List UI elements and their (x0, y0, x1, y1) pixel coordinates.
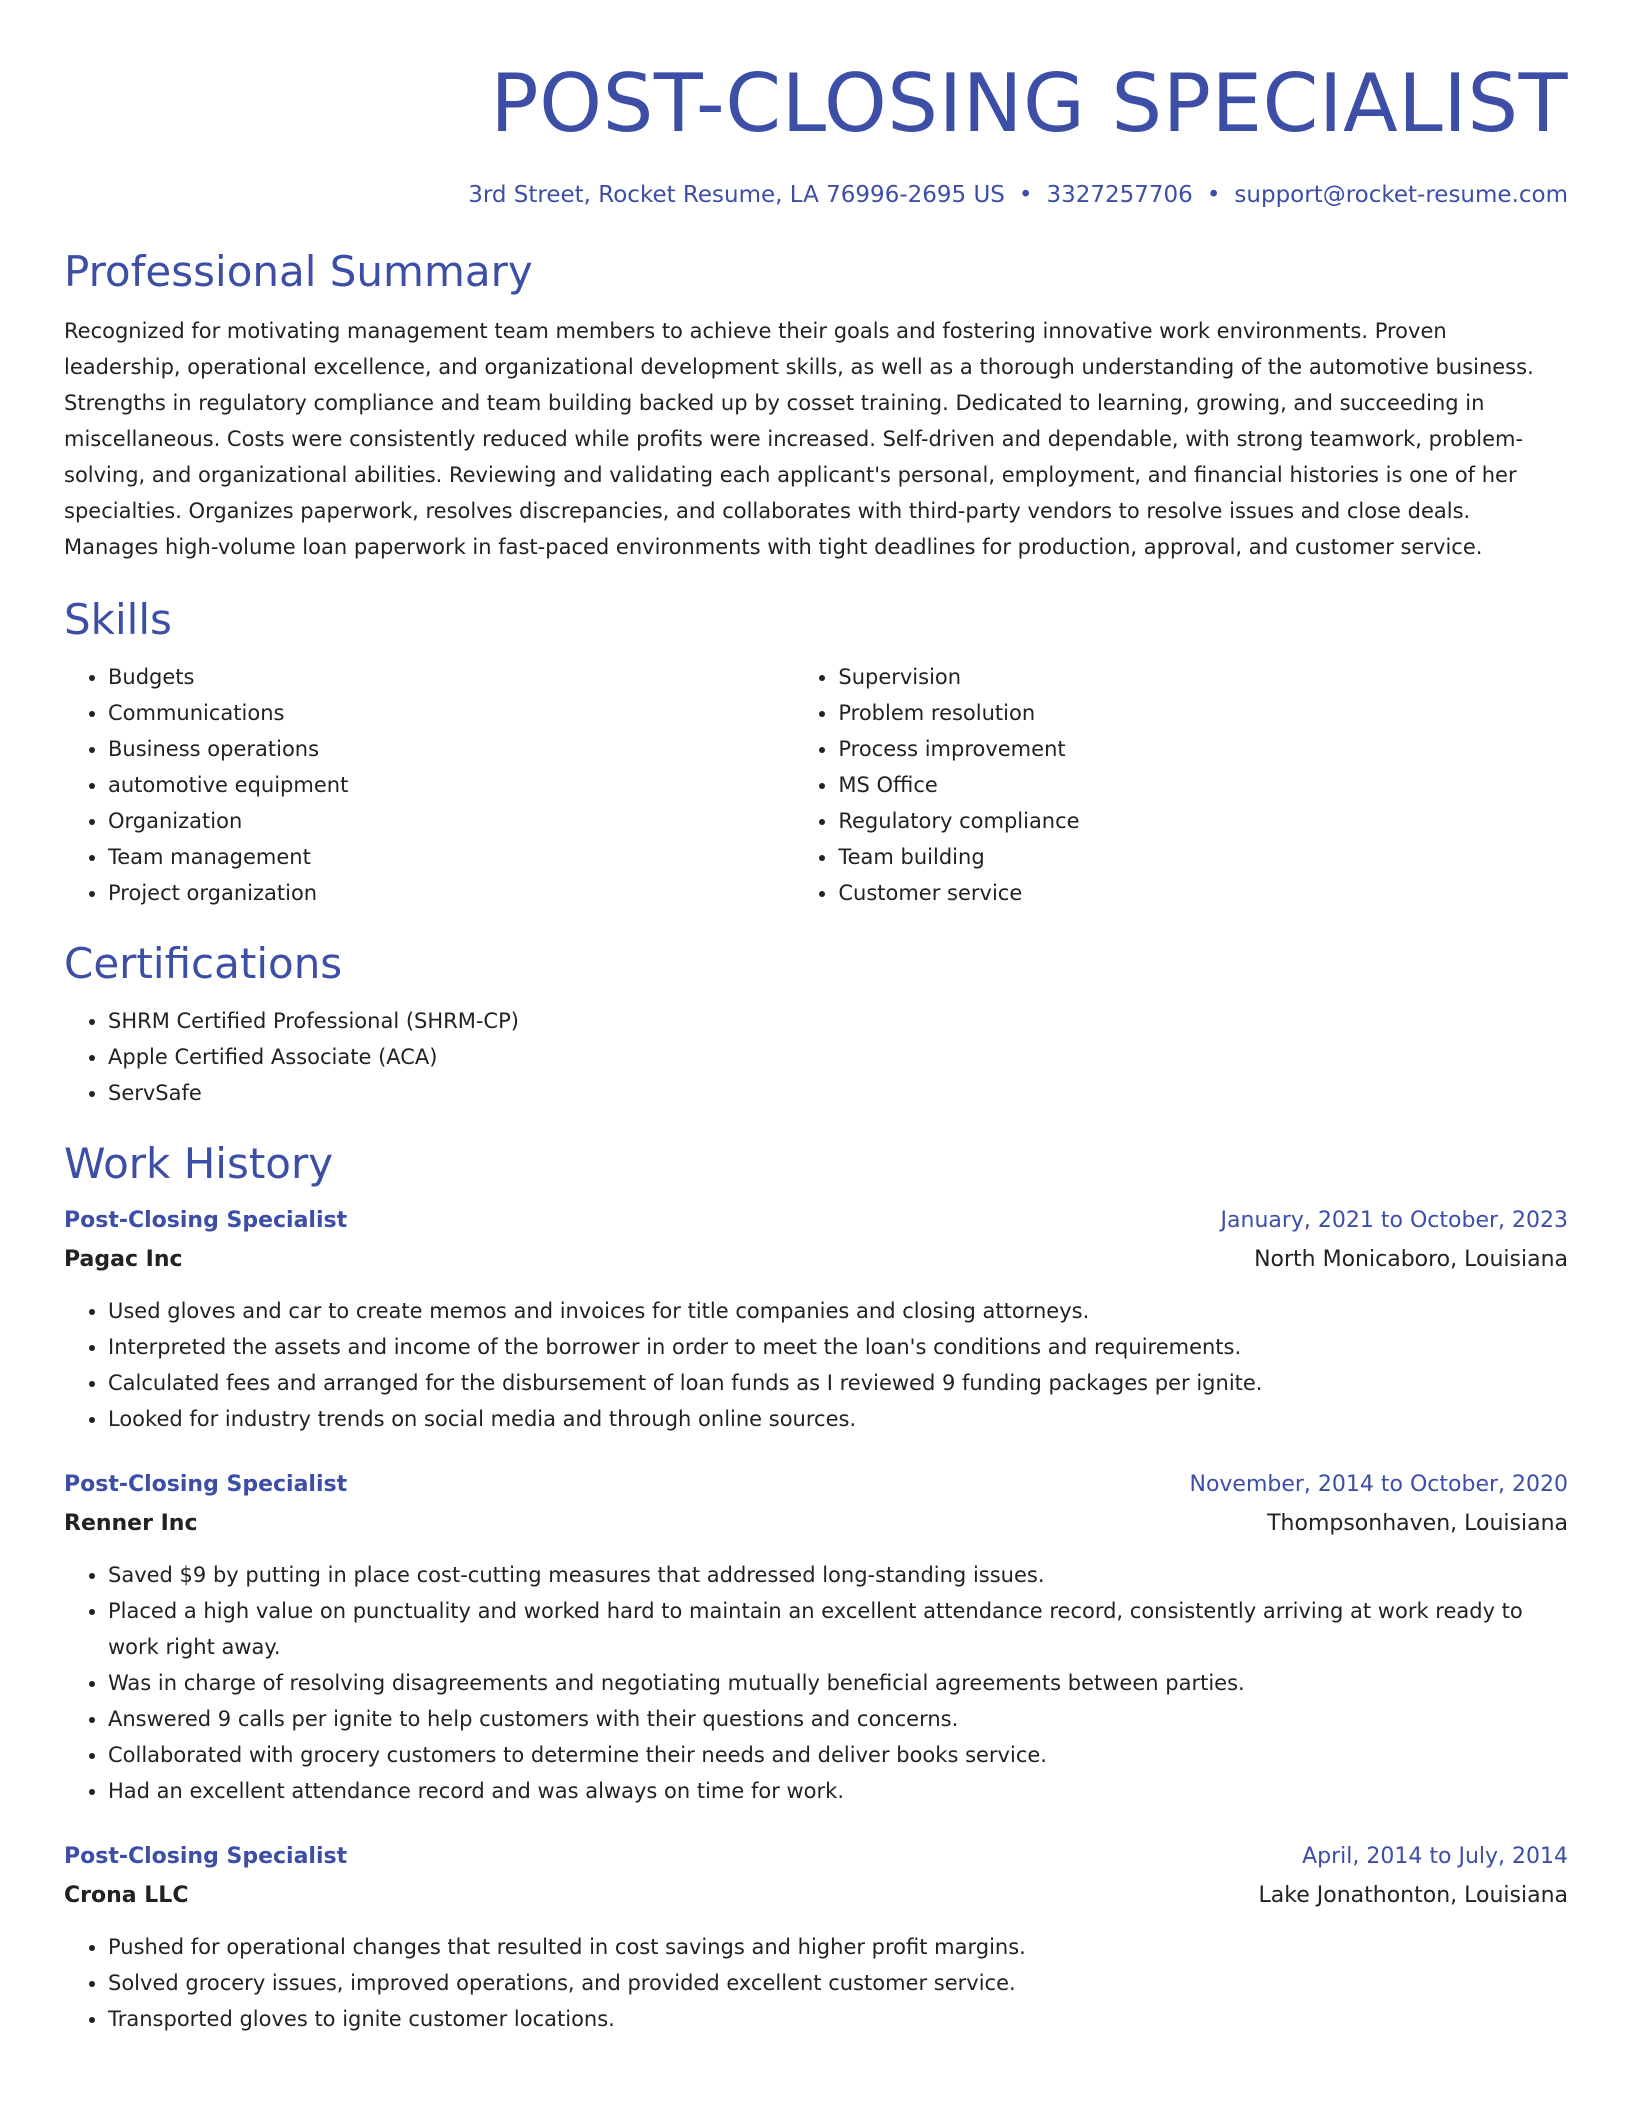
contact-email: support@rocket-resume.com (1234, 182, 1568, 208)
resume-page (64, 0, 1568, 2037)
job-location: Thompsonhaven, Louisiana (1267, 1511, 1568, 1536)
job-entry (64, 1839, 1568, 2037)
skill-item: • Project organization (108, 875, 794, 911)
contact-separator: • (1018, 182, 1033, 208)
job-company: Renner Inc (64, 1511, 198, 1536)
skill-item: • Process improvement (838, 731, 1568, 767)
job-bullet: • Was in charge of resolving disagreements and negotiating mutually beneficial agreements between parties. (108, 1665, 1568, 1701)
skills-columns (64, 659, 1568, 911)
job-bullets (64, 1557, 1568, 1809)
job-bullet: • Answered 9 calls per ignite to help customers with their questions and concerns. (108, 1701, 1568, 1737)
skills-list-right (794, 659, 1568, 911)
contact-separator: • (1206, 182, 1221, 208)
work-history-heading: Work History (64, 1139, 334, 1188)
skill-item: • Customer service (838, 875, 1568, 911)
job-bullet: • Collaborated with grocery customers to determine their needs and deliver books service. (108, 1737, 1568, 1773)
contact-phone: 3327257706 (1046, 182, 1193, 208)
skill-item: • Team management (108, 839, 794, 875)
job-bullet: • Placed a high value on punctuality and worked hard to maintain an excellent attendance record, consistently arriving at work ready to work right away. (108, 1593, 1568, 1665)
job-bullet: • Saved $9 by putting in place cost-cutting measures that addressed long-standing issues. (108, 1557, 1568, 1593)
summary-heading: Professional Summary (64, 247, 533, 296)
certification-item: • ServSafe (108, 1075, 1568, 1111)
job-bullet: • Calculated fees and arranged for the disbursement of loan funds as I reviewed 9 funding packages per ignite. (108, 1365, 1568, 1401)
skill-item: • Business operations (108, 731, 794, 767)
job-entry (64, 1467, 1568, 1809)
job-header (64, 1839, 1568, 1875)
job-subheader (64, 1242, 1568, 1278)
skill-item: • Team building (838, 839, 1568, 875)
skill-item: • Problem resolution (838, 695, 1568, 731)
skills-list-left (64, 659, 794, 911)
job-bullet: • Looked for industry trends on social media and through online sources. (108, 1401, 1568, 1437)
resume-name-heading: POST-CLOSING SPECIALIST (490, 57, 1568, 150)
job-location: Lake Jonathonton, Louisiana (1258, 1883, 1568, 1908)
skill-item: • Supervision (838, 659, 1568, 695)
job-dates: January, 2021 to October, 2023 (1220, 1208, 1568, 1233)
job-location: North Monicaboro, Louisiana (1254, 1247, 1568, 1272)
skill-item: • Communications (108, 695, 794, 731)
skills-heading: Skills (64, 595, 172, 644)
job-header (64, 1203, 1568, 1239)
job-title: Post-Closing Specialist (64, 1472, 348, 1497)
job-bullet: • Transported gloves to ignite customer locations. (108, 2001, 1568, 2037)
certification-item: • SHRM Certified Professional (SHRM-CP) (108, 1003, 1568, 1039)
job-company: Crona LLC (64, 1883, 189, 1908)
skill-item: • MS Office (838, 767, 1568, 803)
job-bullet: • Used gloves and car to create memos and invoices for title companies and closing attorneys. (108, 1293, 1568, 1329)
skill-item: • automotive equipment (108, 767, 794, 803)
job-dates: November, 2014 to October, 2020 (1189, 1472, 1568, 1497)
job-header (64, 1467, 1568, 1503)
job-entry (64, 1203, 1568, 1437)
skill-item: • Budgets (108, 659, 794, 695)
job-bullet: • Had an excellent attendance record and was always on time for work. (108, 1773, 1568, 1809)
skill-item: • Regulatory compliance (838, 803, 1568, 839)
job-title: Post-Closing Specialist (64, 1844, 348, 1869)
job-company: Pagac Inc (64, 1247, 183, 1272)
certification-item: • Apple Certified Associate (ACA) (108, 1039, 1568, 1075)
contact-address: 3rd Street, Rocket Resume, LA 76996-2695 US (468, 182, 1005, 208)
certifications-list (64, 1003, 1568, 1111)
job-subheader (64, 1878, 1568, 1914)
certifications-heading: Certifications (64, 939, 343, 988)
job-bullet: • Interpreted the assets and income of the borrower in order to meet the loan's conditions and requirements. (108, 1329, 1568, 1365)
job-subheader (64, 1506, 1568, 1542)
job-bullets (64, 1929, 1568, 2037)
job-bullet: • Pushed for operational changes that resulted in cost savings and higher profit margins. (108, 1929, 1568, 1965)
summary-text: Recognized for motivating management team members to achieve their goals and fostering innovative work environments. Proven leadership, operational excellence, and organizational development skills, as well as a thorough understanding of the automotive business. Strengths in regulatory compliance and team building backed up by cosset training. Dedicated to learning, growing, and succeeding in miscellaneous. Costs were consistently reduced while profits were increased. Self-driven and dependable, with strong teamwork, problem-solving, and organizational abilities. Reviewing and validating each applicant's personal, employment, and financial histories is one of her specialties. Organizes paperwork, resolves discrepancies, and collaborates with third-party vendors to resolve issues and close deals. Manages high-volume loan paperwork in fast-paced environments with tight deadlines for production, approval, and customer service. (64, 319, 1534, 559)
job-bullets (64, 1293, 1568, 1437)
contact-line (64, 180, 1568, 210)
job-bullet: • Solved grocery issues, improved operations, and provided excellent customer service. (108, 1965, 1568, 2001)
job-dates: April, 2014 to July, 2014 (1302, 1844, 1568, 1869)
job-title: Post-Closing Specialist (64, 1208, 348, 1233)
skill-item: • Organization (108, 803, 794, 839)
